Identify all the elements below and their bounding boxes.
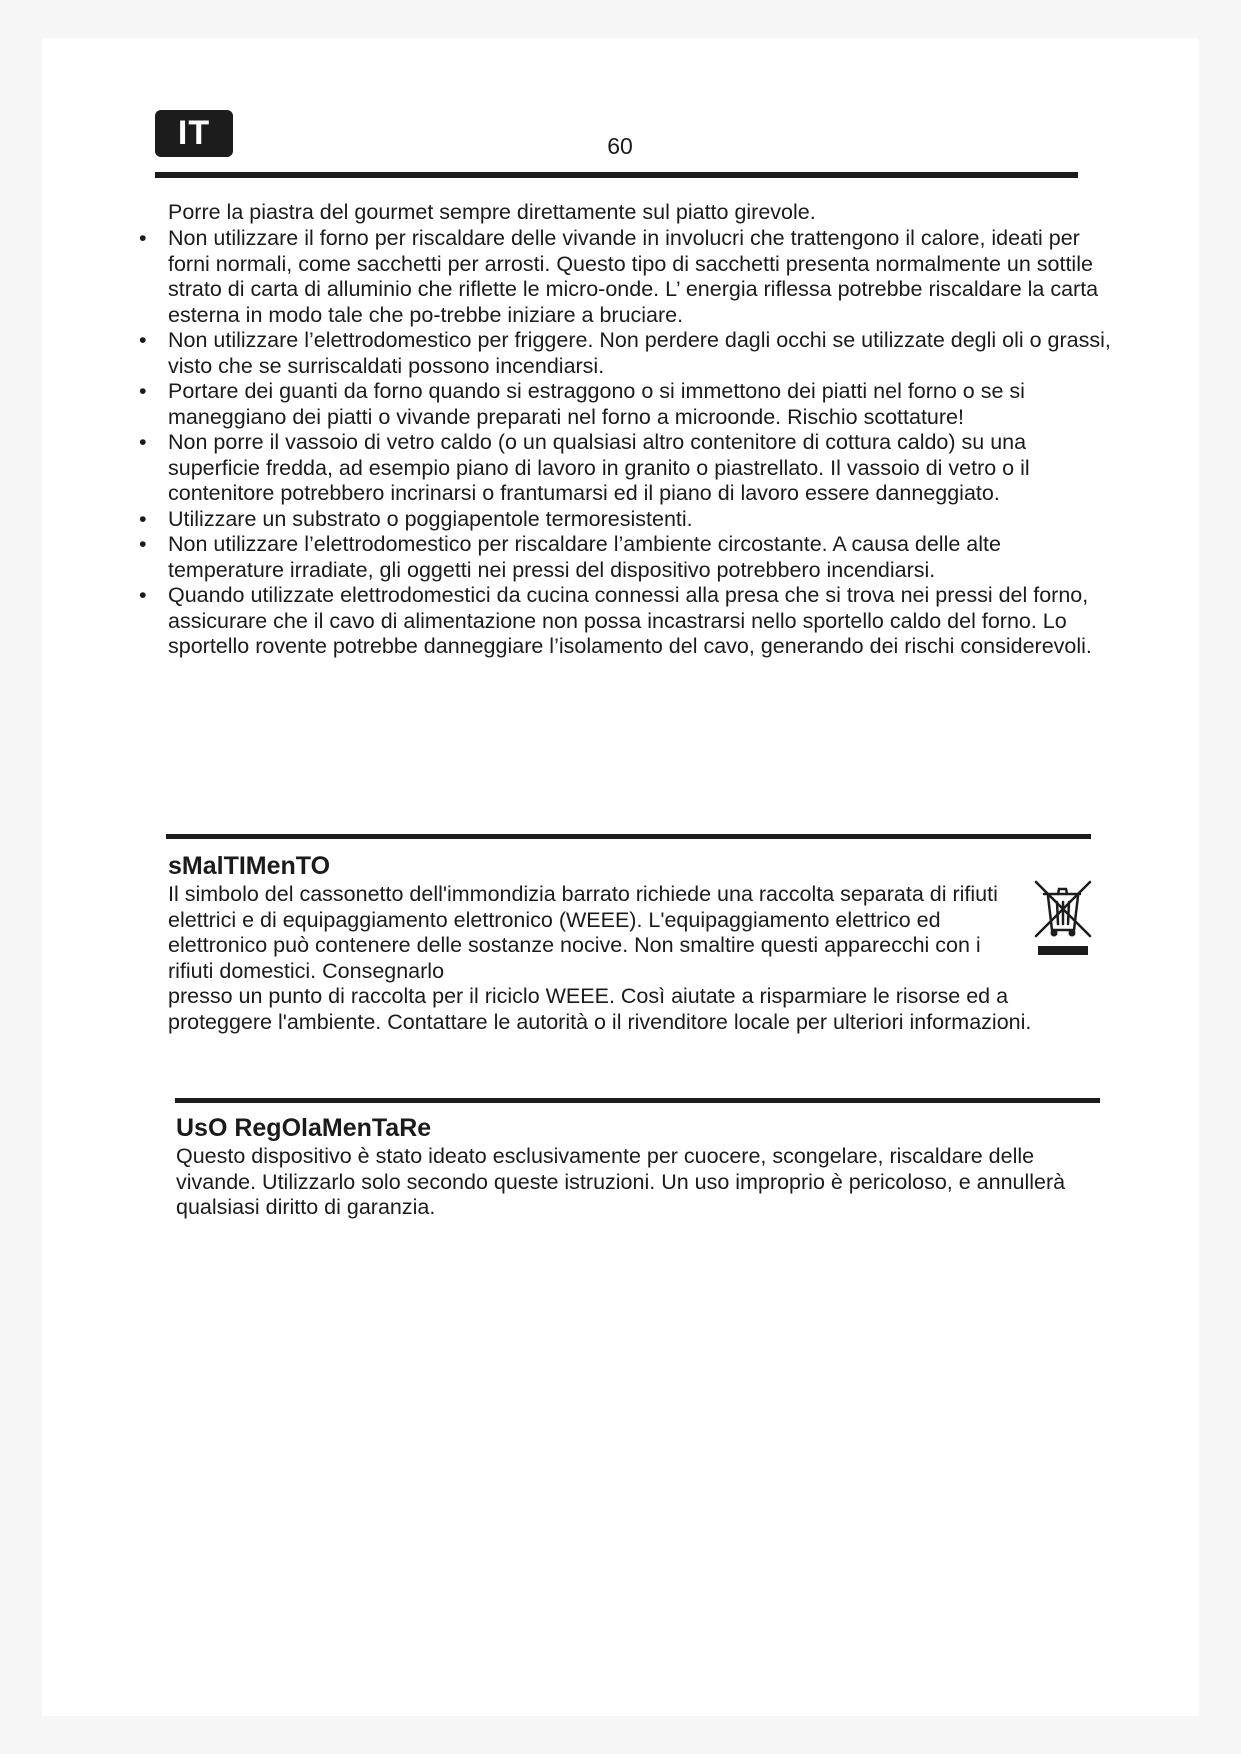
bullet-icon: •	[139, 506, 147, 531]
list-item-text: Portare dei guanti da forno quando si estraggono o si immettono dei piatti nel forno o se si maneggiano dei piatti o vivande preparati nel forno a microonde. Rischio scottature!	[168, 379, 1025, 429]
language-badge: IT	[155, 110, 233, 157]
header-divider	[155, 172, 1078, 178]
weee-crossed-bin-icon	[1030, 876, 1096, 956]
intended-use-heading: UsO RegOlaMenTaRe	[176, 1114, 432, 1142]
disposal-paragraph	[168, 882, 1048, 1035]
list-item	[139, 379, 1113, 430]
intro-line: Porre la piastra del gourmet sempre direttamente sul piatto girevole.	[168, 200, 816, 224]
bullet-icon: •	[139, 430, 147, 454]
list-item	[139, 328, 1113, 379]
list-item	[139, 226, 1113, 328]
disposal-heading: sMalTIMenTO	[168, 852, 331, 880]
section-divider	[166, 834, 1091, 839]
bullet-icon: •	[139, 532, 147, 556]
disposal-text-part2: presso un punto di raccolta per il riciclo WEEE. Così aiutate a risparmiare le risorse ed a proteggere l'ambiente. Contattare le autorità o il rivenditore locale per ulteriori informazioni.	[168, 984, 1032, 1034]
list-item	[139, 583, 1113, 660]
page-number: 60	[607, 133, 633, 159]
bullet-icon: •	[139, 328, 147, 352]
bullet-icon: •	[139, 583, 147, 607]
safety-bullet-list	[139, 226, 1113, 660]
list-item	[139, 430, 1113, 507]
list-item	[139, 506, 1113, 533]
list-item-text: Utilizzare un substrato o poggiapentole termoresistenti.	[168, 506, 693, 531]
list-item-text: Non utilizzare l’elettrodomestico per riscaldare l’ambiente circostante. A causa delle alte temperature irradiate, gli oggetti nei pressi del dispositivo potrebbero incendiarsi.	[168, 532, 1001, 582]
intended-use-paragraph: Questo dispositivo è stato ideato esclusivamente per cuocere, scongelare, riscaldare delle vivande. Utilizzarlo solo secondo queste istruzioni. Un uso improprio è pericoloso, e annullerà qualsiasi diritto di garanzia.	[176, 1144, 1066, 1219]
list-item-text: Non porre il vassoio di vetro caldo (o un qualsiasi altro contenitore di cottura caldo) su una superficie fredda, ad esempio piano di lavoro in granito o piastrellato. Il vassoio di vetro o il contenitore potrebbero incrinarsi o frantumarsi ed il piano di lavoro essere danneggiato.	[168, 430, 1030, 505]
list-item-text: Non utilizzare l’elettrodomestico per friggere. Non perdere dagli occhi se utilizzate degli oli o grassi, visto che se surriscaldati possono incendiarsi.	[168, 328, 1111, 378]
section-divider	[175, 1098, 1100, 1103]
bullet-icon: •	[139, 379, 147, 403]
list-item-text: Quando utilizzate elettrodomestici da cucina connessi alla presa che si trova nei pressi del forno, assicurare che il cavo di alimentazione non possa incastrarsi nello sportello caldo del forno. Lo sportello rovente potrebbe danneggiare l’isolamento del cavo, generando dei rischi considerevoli.	[168, 583, 1092, 658]
list-item	[139, 532, 1113, 583]
disposal-text-part1: Il simbolo del cassonetto dell'immondizia barrato richiede una raccolta separata di rifiuti elettrici e di equipaggiamento elettronico (WEEE). L'equipaggiamento elettrico ed elettronico può contenere delle sostanze nocive. Non smaltire questi apparecchi con i rifiuti domestici. Consegnarlo	[168, 882, 998, 983]
list-item-text: Non utilizzare il forno per riscaldare delle vivande in involucri che trattengono il calore, ideati per forni normali, come sacchetti per arrosti. Questo tipo di sacchetti presenta normalmente un sottile strato di carta di alluminio che riflette le micro-onde. L’ energia riflessa potrebbe riscaldare la carta esterna in modo tale che po-trebbe iniziare a bruciare.	[168, 226, 1099, 327]
bullet-icon: •	[139, 226, 147, 250]
